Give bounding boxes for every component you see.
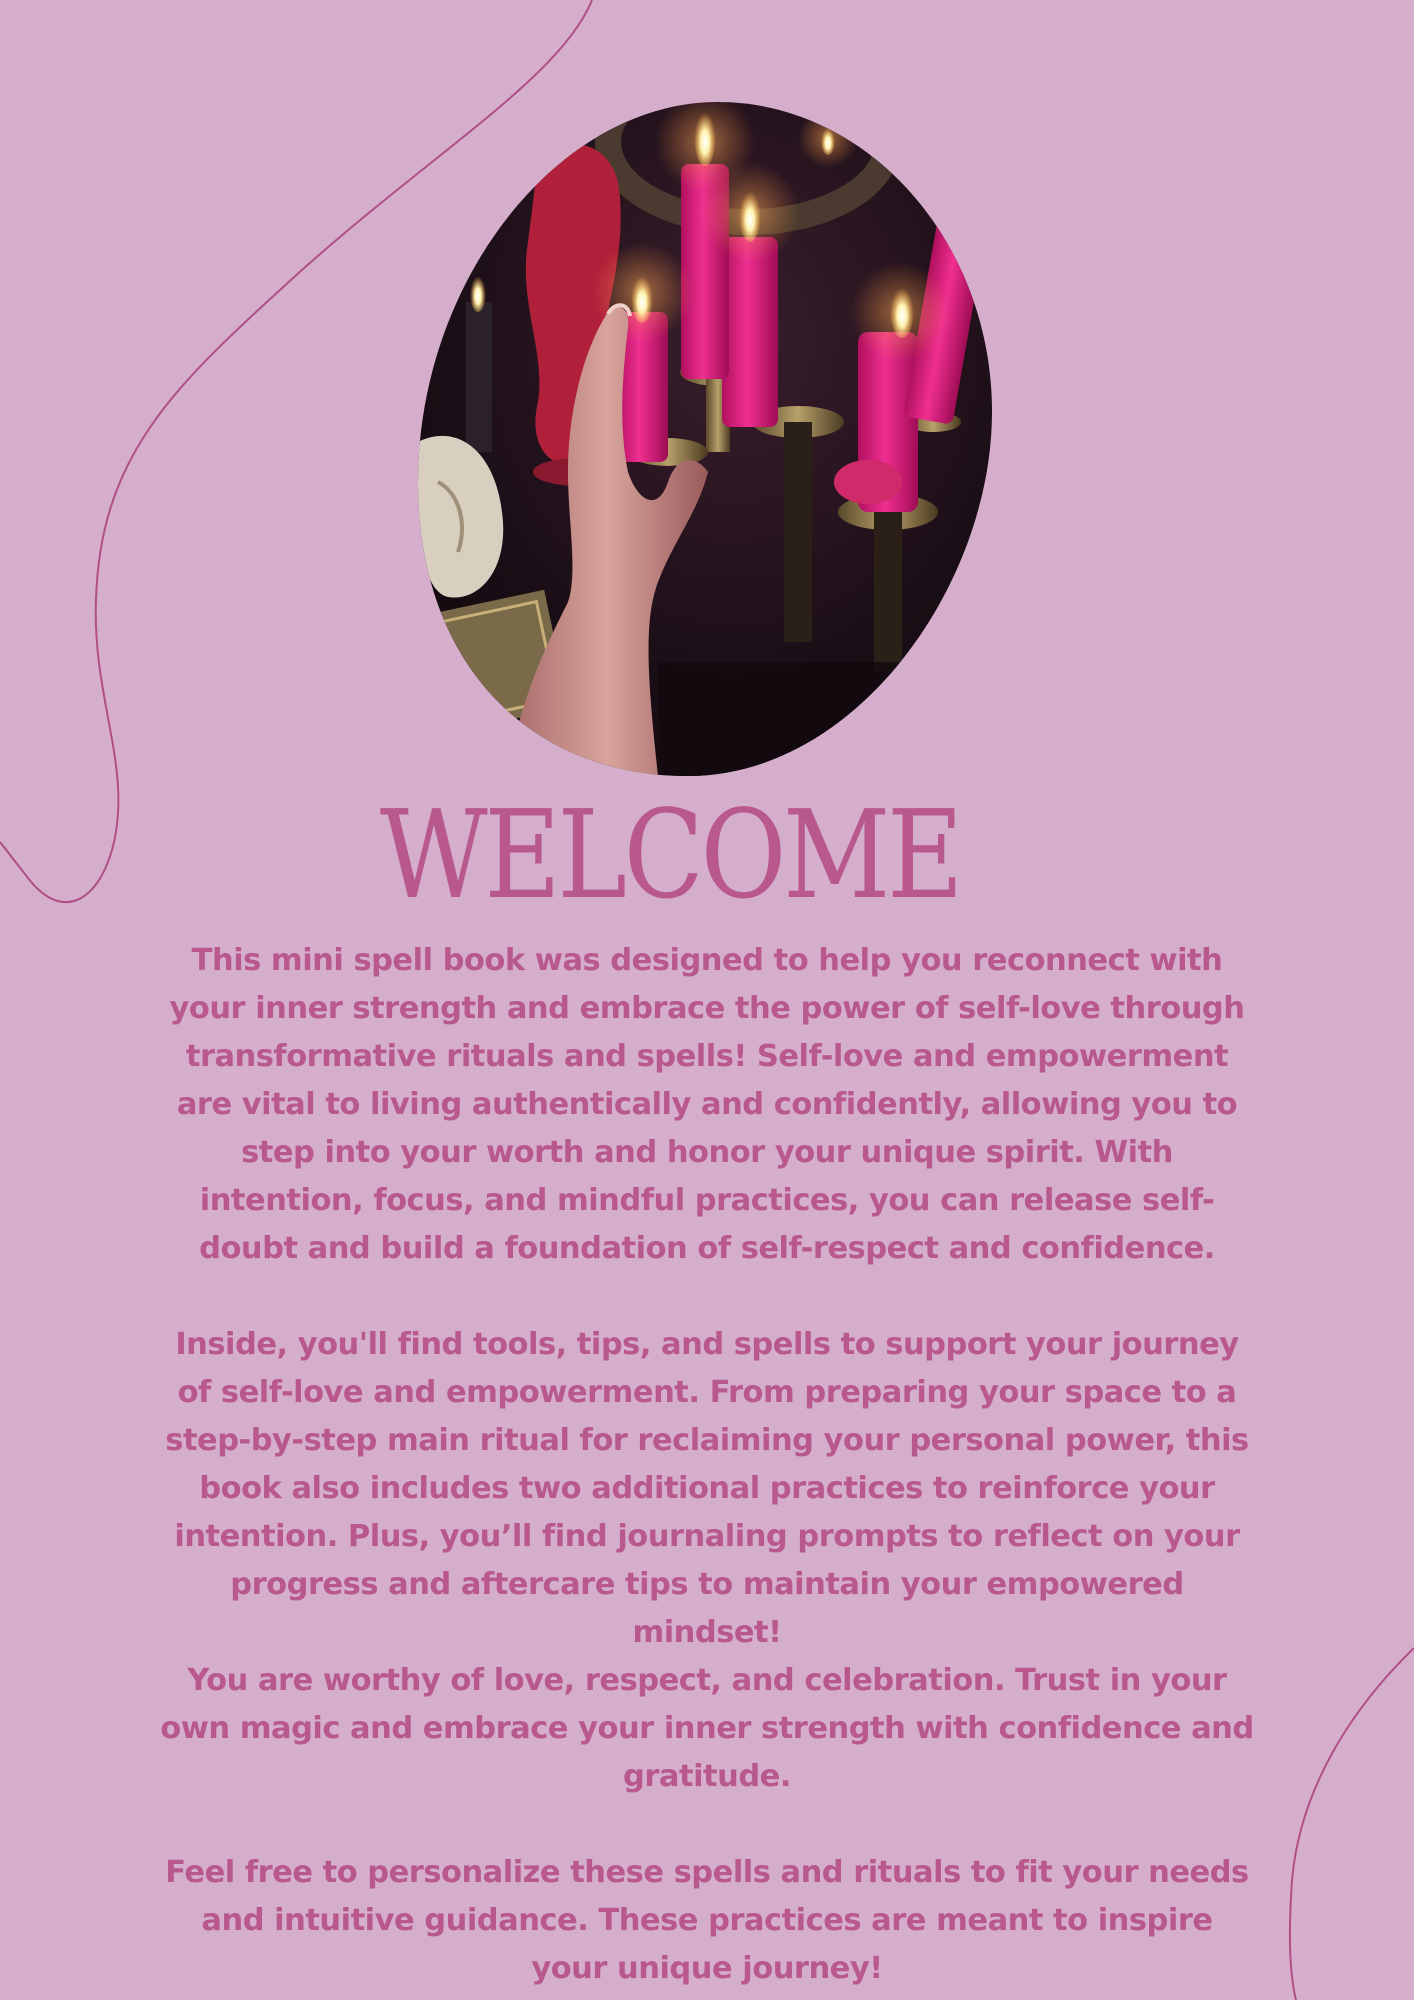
right-swirl-line bbox=[1290, 1648, 1414, 2000]
personalize-paragraph: Feel free to personalize these spells and rituals to fit your needs and intuitive guidance. These practices are meant to inspire your unique journey! bbox=[165, 1855, 1249, 1986]
page-title: WELCOME bbox=[379, 784, 961, 926]
paragraph-gap bbox=[160, 1801, 1254, 1849]
candle-ritual-photo bbox=[418, 102, 992, 776]
paragraph-gap bbox=[160, 1273, 1254, 1321]
welcome-body-text bbox=[160, 937, 1254, 1993]
worthy-paragraph: You are worthy of love, respect, and celebration. Trust in your own magic and embrace your inner strength with confidence and gratitude. bbox=[160, 1663, 1254, 1794]
inside-paragraph: Inside, you'll find tools, tips, and spells to support your journey of self-love and empowerment. From preparing your space to a step-by-step main ritual for reclaiming your personal power, this book also includes two additional practices to reinforce your intention. Plus, you’ll find journaling prompts to reflect on your progress and aftercare tips to maintain your empowered mindset! bbox=[165, 1327, 1249, 1650]
intro-paragraph: This mini spell book was designed to help you reconnect with your inner strength and embrace the power of self-love through transformative rituals and spells! Self-love and empowerment are vital to living authentically and confidently, allowing you to step into your worth and honor your unique spirit. With intention, focus, and mindful practices, you can release self-doubt and build a foundation of self-respect and confidence. bbox=[169, 943, 1245, 1266]
